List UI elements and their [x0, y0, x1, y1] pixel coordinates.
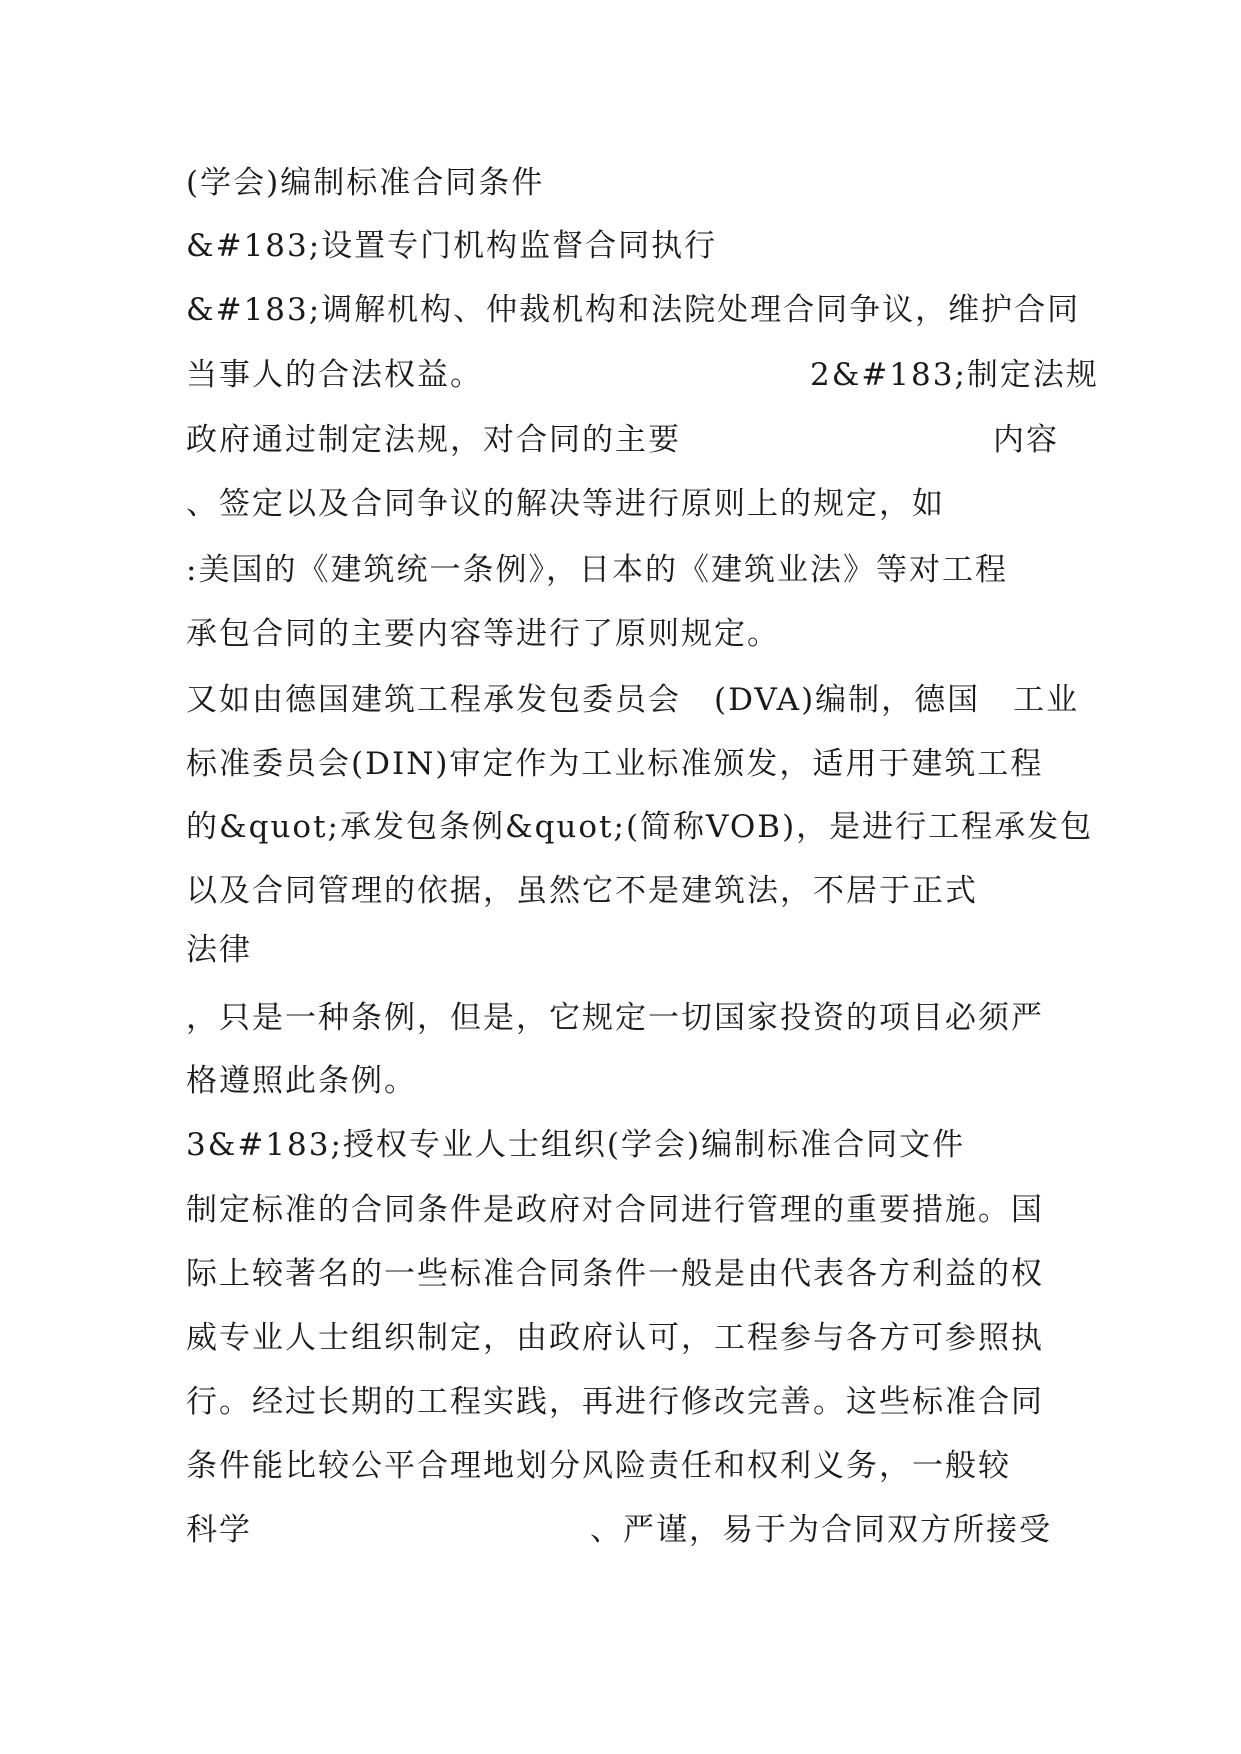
text-line-20: 行。经过长期的工程实践，再进行修改完善。这些标准合同 — [186, 1384, 1044, 1420]
text-line-4: 当事人的合法权益。 — [186, 357, 483, 393]
text-line-3: &#183;调解机构、仲裁机构和法院处理合同争议，维护合同 — [186, 292, 1081, 328]
text-line-11: 的&quot;承发包条例&quot;(简称VOB)，是进行工程承发包 — [186, 809, 1094, 845]
text-line-9: 又如由德国建筑工程承发包委员会 (DVA)编制，德国 工业 — [186, 682, 1080, 718]
section-heading-3: 3&#183;授权专业人士组织(学会)编制标准合同文件 — [186, 1127, 966, 1163]
section-heading-2: 2&#183;制定法规 — [810, 357, 1099, 393]
text-line-17: 制定标准的合同条件是政府对合同进行管理的重要措施。国 — [186, 1192, 1044, 1228]
text-line-14: ，只是一种条例，但是，它规定一切国家投资的项目必须严 — [186, 1000, 1044, 1036]
text-line-1: (学会)编制标准合同条件 — [186, 165, 545, 201]
text-line-5: 政府通过制定法规，对合同的主要 — [186, 422, 681, 458]
text-line-2: &#183;设置专门机构监督合同执行 — [186, 228, 718, 264]
text-fragment-content: 内容 — [993, 422, 1059, 458]
text-line-21: 条件能比较公平合理地划分风险责任和权利义务，一般较 — [186, 1448, 1011, 1484]
text-line-15: 格遵照此条例。 — [186, 1063, 417, 1099]
text-line-18: 际上较著名的一些标准合同条件一般是由代表各方利益的权 — [186, 1256, 1044, 1292]
text-line-7: :美国的《建筑统一条例》，日本的《建筑业法》等对工程 — [186, 552, 1008, 588]
text-line-6: 、签定以及合同争议的解决等进行原则上的规定，如 — [186, 486, 945, 522]
text-fragment-end: 、严谨，易于为合同双方所接受 — [590, 1512, 1052, 1548]
text-line-10: 标准委员会(DIN)审定作为工业标准颁发，适用于建筑工程 — [186, 746, 1044, 782]
text-line-8: 承包合同的主要内容等进行了原则规定。 — [186, 616, 780, 652]
text-line-13: 法律 — [186, 932, 252, 968]
text-line-19: 威专业人士组织制定，由政府认可，工程参与各方可参照执 — [186, 1320, 1044, 1356]
text-line-12: 以及合同管理的依据，虽然它不是建筑法，不居于正式 — [186, 873, 978, 909]
text-line-22: 科学 — [186, 1512, 252, 1548]
